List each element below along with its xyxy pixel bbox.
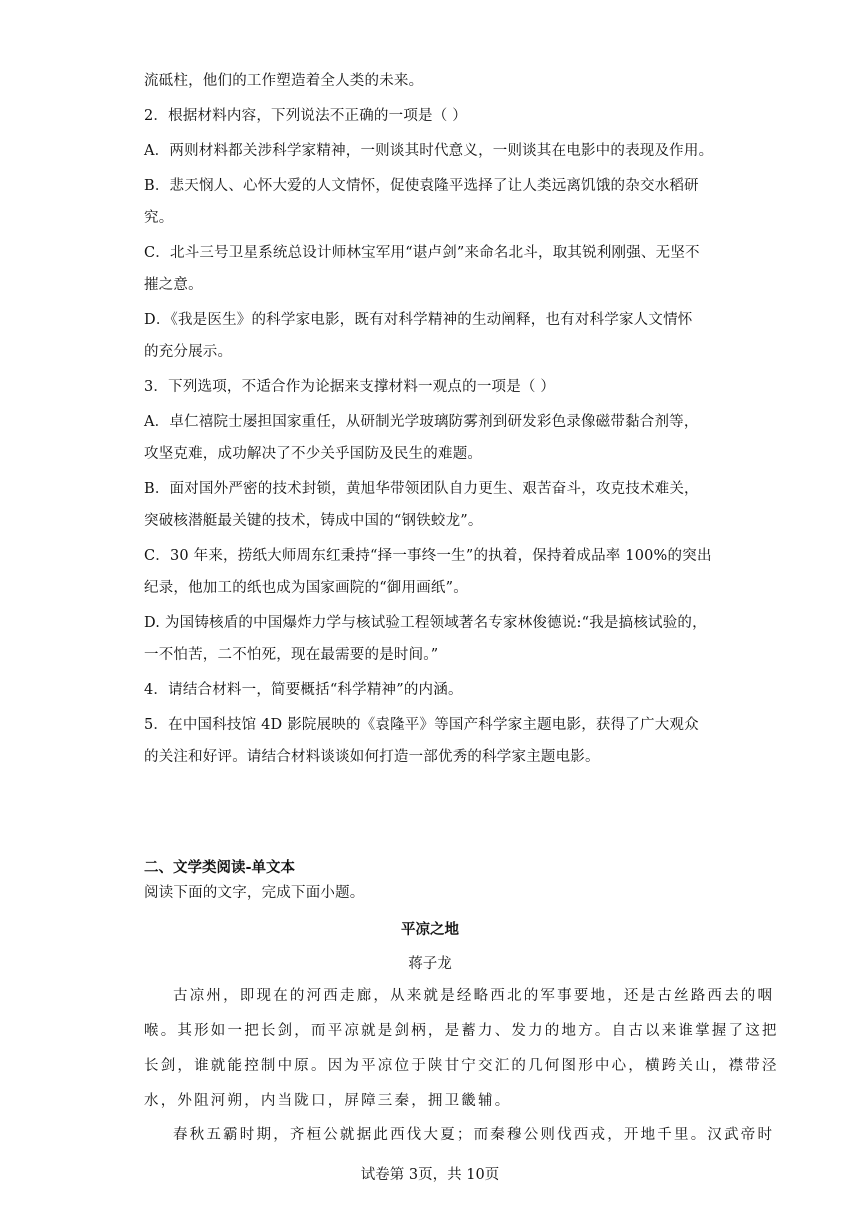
q2-option-a: A．两则材料都关涉科学家精神，一则谈其时代意义，一则谈其在电影中的表现及作用。: [144, 143, 714, 159]
paragraph-1-line1: 古凉州，即现在的河西走廊，从来就是经略西北的军事要地，还是古丝路西去的咽: [173, 988, 775, 1004]
q2-stem: 2．根据材料内容，下列说法不正确的一项是（ ）: [144, 108, 467, 124]
q3-option-b-line2: 突破核潜艇最关键的技术，铸成中国的“钢铁蛟龙”。: [144, 513, 483, 529]
q2-option-b-line1: B．悲天悯人、心怀大爱的人文情怀，促使袁隆平选择了让人类远离饥饿的杂交水稻研: [144, 178, 699, 194]
q3-option-a-line1: A．卓仁禧院士屡担国家重任，从研制光学玻璃防雾剂到研发彩色录像磁带黏合剂等，: [144, 414, 699, 430]
page-footer: 试卷第 3页，共 10页: [360, 1167, 500, 1183]
q3-option-d-line2: 一不怕苦，二不怕死，现在最需要的是时间。”: [144, 647, 439, 663]
q5-line1: 5．在中国科技馆 4D 影院展映的《袁隆平》等国产科学家主题电影，获得了广大观众: [144, 717, 699, 733]
article-title: 平凉之地: [401, 921, 459, 938]
q2-option-b-line2: 究。: [144, 210, 174, 226]
q3-option-a-line2: 攻坚克难，成功解决了不少关乎国防及民生的难题。: [144, 446, 483, 462]
paragraph-1-line2: 喉。其形如一把长剑，而平凉就是剑柄，是蓄力、发力的地方。自古以来谁掌握了这把: [144, 1023, 779, 1039]
paragraph-2-line1: 春秋五霸时期，齐桓公就据此西伐大夏；而秦穆公则伐西戎，开地千里。汉武帝时: [173, 1127, 775, 1143]
q2-option-d-line2: 的充分展示。: [144, 344, 233, 360]
q2-option-c-line1: C．北斗三号卫星系统总设计师林宝军用“谌卢剑”来命名北斗，取其锐利刚强、无坚不: [144, 245, 700, 261]
section-heading: 二、文学类阅读-单文本: [144, 860, 296, 876]
q1-tail-text: 流砥柱，他们的工作塑造着全人类的未来。: [144, 73, 424, 89]
q5-line2: 的关注和好评。请结合材料谈谈如何打造一部优秀的科学家主题电影。: [144, 749, 600, 765]
q3-option-d-line1: D. 为国铸核盾的中国爆炸力学与核试验工程领域著名专家林俊德说:“我是搞核试验的，: [144, 615, 707, 631]
q2-option-c-line2: 摧之意。: [144, 277, 203, 293]
section-instruction: 阅读下面的文字，完成下面小题。: [144, 885, 365, 901]
q2-option-d-line1: D．《我是医生》的科学家电影，既有对科学精神的生动阐释，也有对科学家人文情怀: [144, 312, 693, 328]
q3-option-b-line1: B．面对国外严密的技术封锁，黄旭华带领团队自力更生、艰苦奋斗，攻克技术难关，: [144, 481, 699, 497]
paragraph-1-line3: 长剑，谁就能控制中原。因为平凉位于陕甘宁交汇的几何图形中心，横跨关山，襟带泾: [144, 1058, 779, 1074]
q3-option-c-line2: 纪录，他加工的纸也成为国家画院的“御用画纸”。: [144, 580, 468, 596]
paragraph-1-line4: 水，外阻河朔，内当陇口，屏障三秦，拥卫畿辅。: [144, 1093, 512, 1109]
q3-option-c-line1: C．30 年来，捞纸大师周东红秉持“择一事终一生”的执着，保持着成品率 100%的突出: [144, 548, 712, 564]
article-author: 蒋子龙: [408, 956, 452, 972]
q3-stem: 3．下列选项，不适合作为论据来支撑材料一观点的一项是（ ）: [144, 379, 556, 395]
q4-stem: 4．请结合材料一，简要概括“科学精神”的内涵。: [144, 682, 463, 698]
